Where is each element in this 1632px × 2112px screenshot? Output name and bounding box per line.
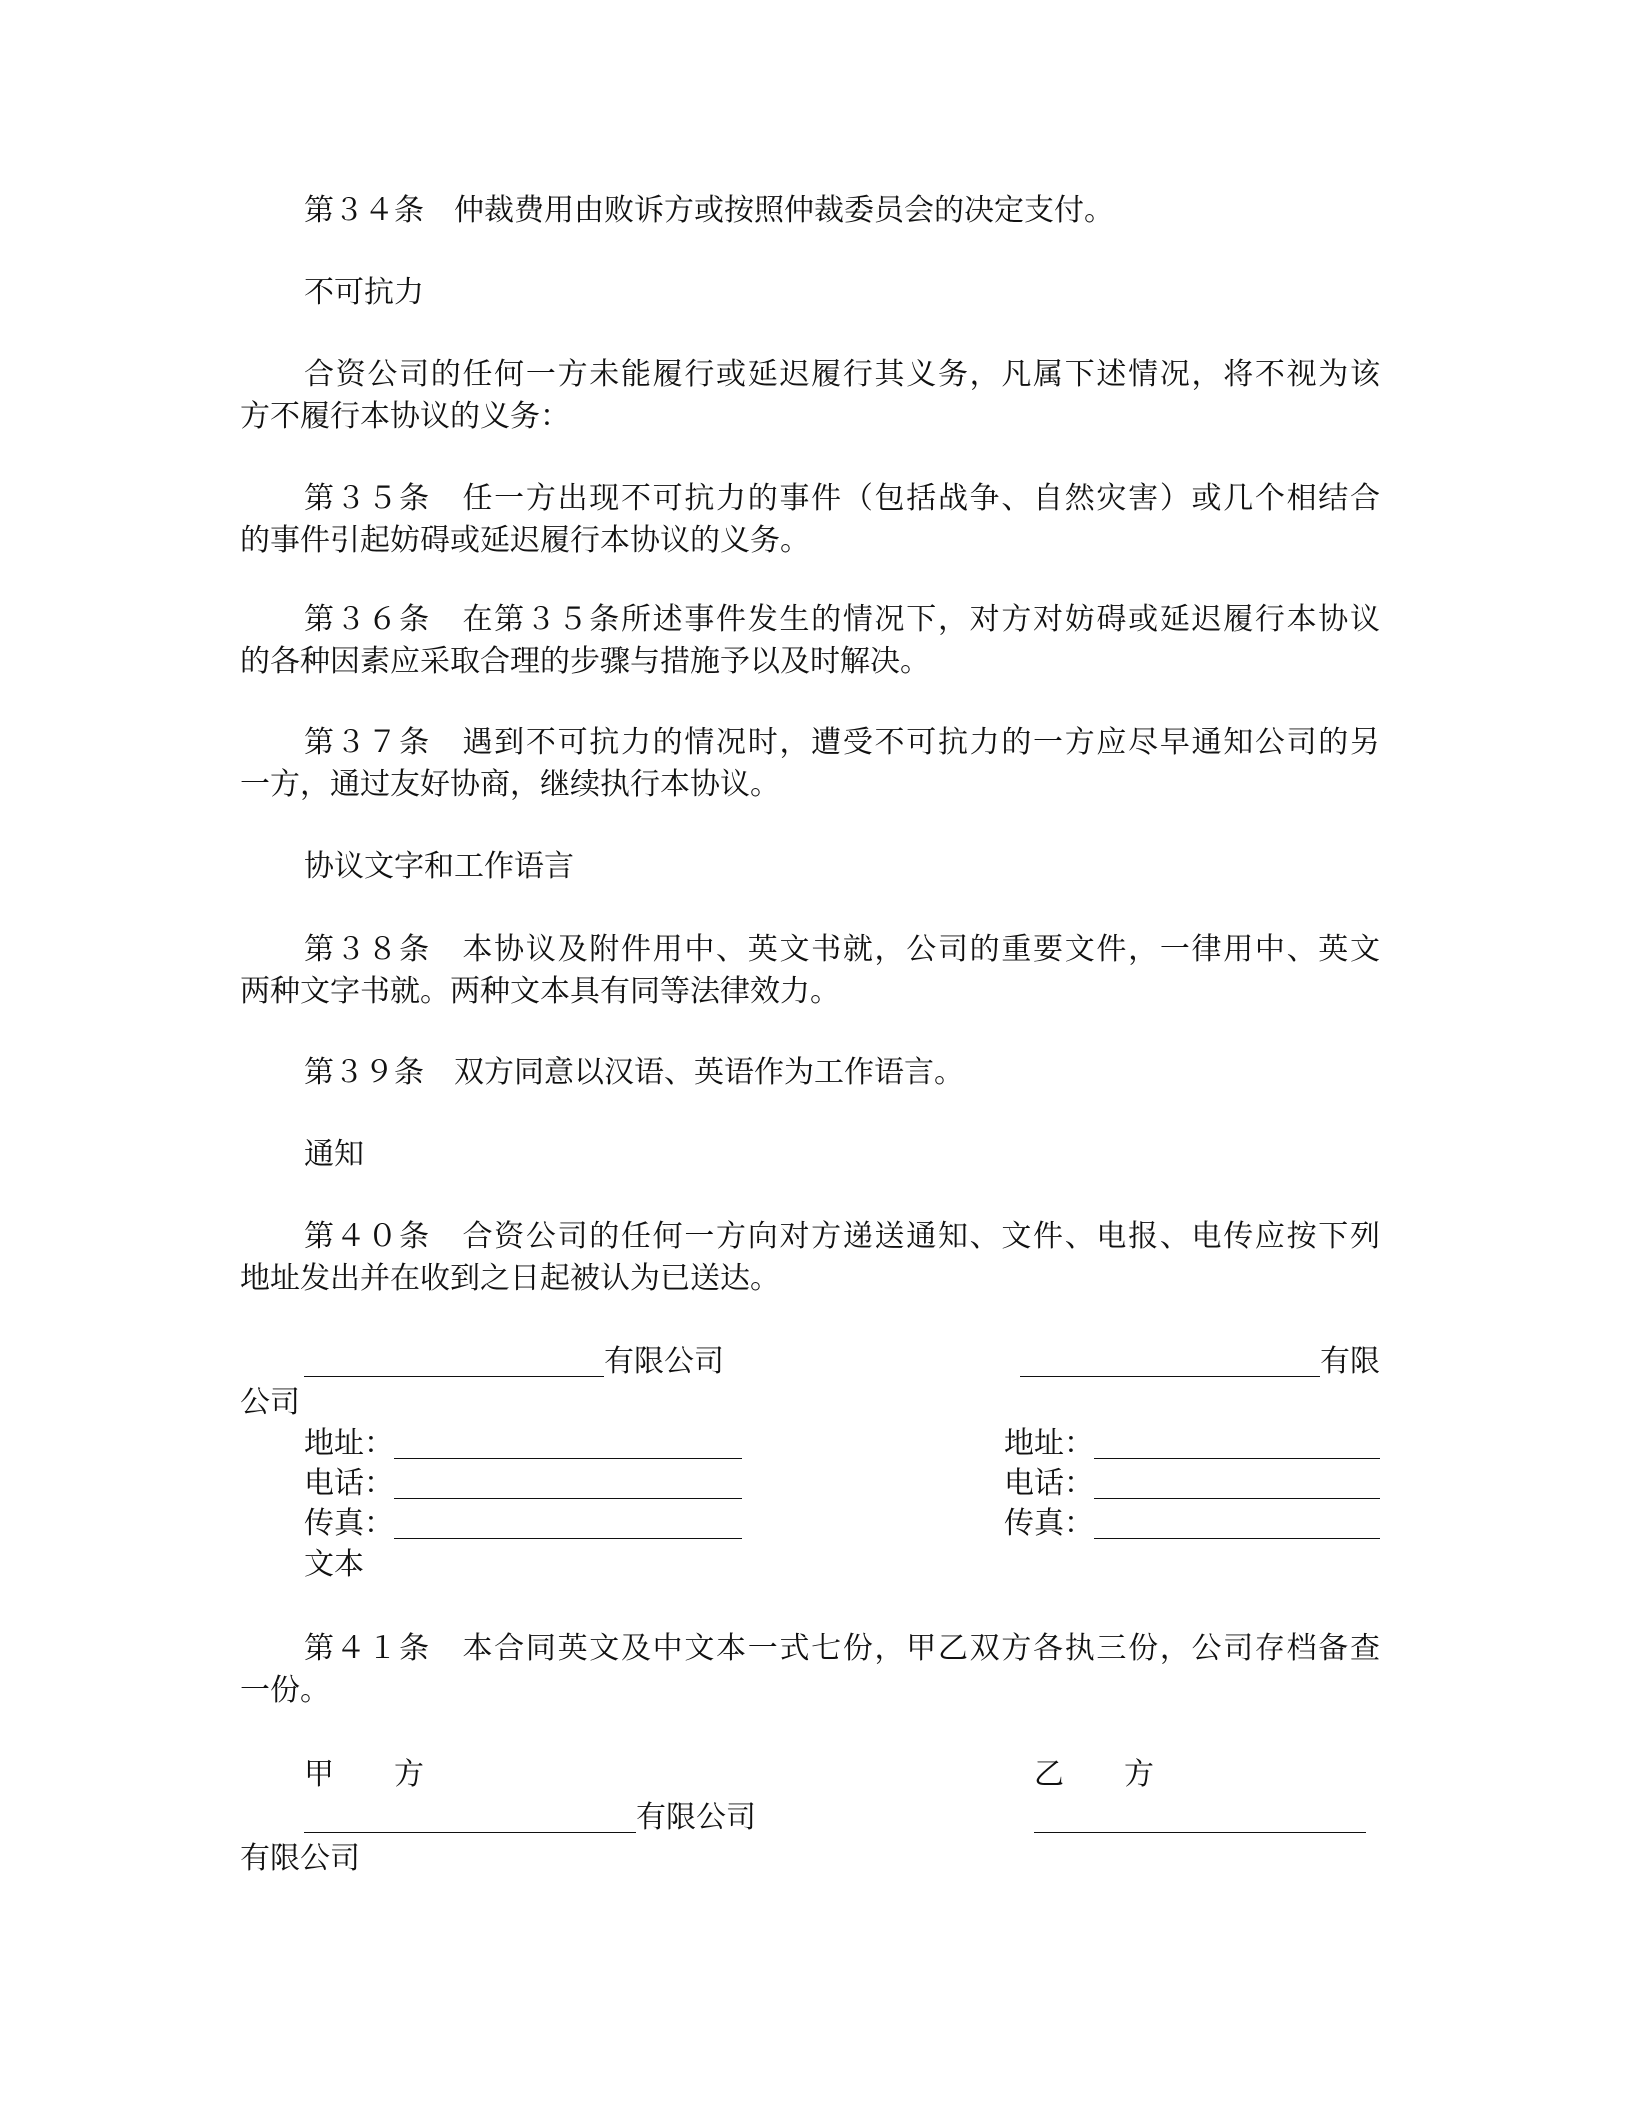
text-heading: 文本 [304, 1547, 364, 1582]
party-b-label: 乙 方 [1034, 1757, 1154, 1792]
company-left-line [304, 1346, 724, 1377]
notice-heading: 通知 [304, 1137, 364, 1172]
company-wrap: 公司 [240, 1385, 300, 1420]
party-b-company-suffix: 有限公司 [240, 1841, 360, 1876]
left-fax-field [304, 1508, 742, 1539]
article-40-line-1: 第４０条 合资公司的任何一方向对方递送通知、文件、电报、电传应按下列 [304, 1219, 1380, 1254]
right-fax-label: 传真： [1004, 1506, 1094, 1541]
article-40-line-2: 地址发出并在收到之日起被认为已送达。 [240, 1261, 780, 1296]
right-address-field [1004, 1428, 1380, 1459]
force-majeure-heading: 不可抗力 [304, 275, 424, 310]
company-right-blank [1020, 1346, 1320, 1377]
article-37-line-2: 一方，通过友好协商，继续执行本协议。 [240, 767, 780, 802]
right-phone-blank [1094, 1468, 1380, 1499]
party-a-label: 甲 方 [304, 1757, 424, 1792]
party-a-company-suffix: 有限公司 [636, 1800, 756, 1835]
article-39: 第３９条 双方同意以汉语、英语作为工作语言。 [304, 1055, 964, 1090]
article-35-line-2: 的事件引起妨碍或延迟履行本协议的义务。 [240, 523, 810, 558]
force-majeure-intro-line-2: 方不履行本协议的义务： [240, 399, 570, 434]
party-b-company-line [1034, 1802, 1366, 1833]
article-37-line-1: 第３７条 遇到不可抗力的情况时，遭受不可抗力的一方应尽早通知公司的另 [304, 725, 1380, 760]
right-address-blank [1094, 1428, 1380, 1459]
left-phone-blank [394, 1468, 742, 1499]
article-34: 第３４条 仲裁费用由败诉方或按照仲裁委员会的决定支付。 [304, 193, 1114, 228]
left-phone-field [304, 1468, 742, 1499]
left-address-blank [394, 1428, 742, 1459]
language-heading: 协议文字和工作语言 [304, 849, 574, 884]
party-b-company-blank [1034, 1802, 1366, 1833]
company-right-suffix: 有限 [1320, 1344, 1380, 1379]
article-41-line-2: 一份。 [240, 1673, 330, 1708]
company-left-suffix: 有限公司 [604, 1344, 724, 1379]
article-38-line-1: 第３８条 本协议及附件用中、英文书就，公司的重要文件，一律用中、英文 [304, 932, 1380, 967]
right-phone-label: 电话： [1004, 1466, 1094, 1501]
left-phone-label: 电话： [304, 1466, 394, 1501]
company-right-line [1020, 1346, 1380, 1377]
left-fax-label: 传真： [304, 1506, 394, 1541]
force-majeure-intro-line-1: 合资公司的任何一方未能履行或延迟履行其义务，凡属下述情况，将不视为该 [304, 357, 1380, 392]
right-phone-field [1004, 1468, 1380, 1499]
company-left-blank [304, 1346, 604, 1377]
right-fax-blank [1094, 1508, 1380, 1539]
party-a-company-line [304, 1802, 756, 1833]
article-35-line-1: 第３５条 任一方出现不可抗力的事件（包括战争、自然灾害）或几个相结合 [304, 481, 1380, 516]
right-address-label: 地址： [1004, 1426, 1094, 1461]
left-address-label: 地址： [304, 1426, 394, 1461]
article-36-line-1: 第３６条 在第３５条所述事件发生的情况下，对方对妨碍或延迟履行本协议 [304, 602, 1380, 637]
article-36-line-2: 的各种因素应采取合理的步骤与措施予以及时解决。 [240, 644, 930, 679]
article-38-line-2: 两种文字书就。两种文本具有同等法律效力。 [240, 974, 840, 1009]
right-fax-field [1004, 1508, 1380, 1539]
party-a-company-blank [304, 1802, 636, 1833]
article-41-line-1: 第４１条 本合同英文及中文本一式七份，甲乙双方各执三份，公司存档备查 [304, 1631, 1380, 1666]
left-address-field [304, 1428, 742, 1459]
left-fax-blank [394, 1508, 742, 1539]
